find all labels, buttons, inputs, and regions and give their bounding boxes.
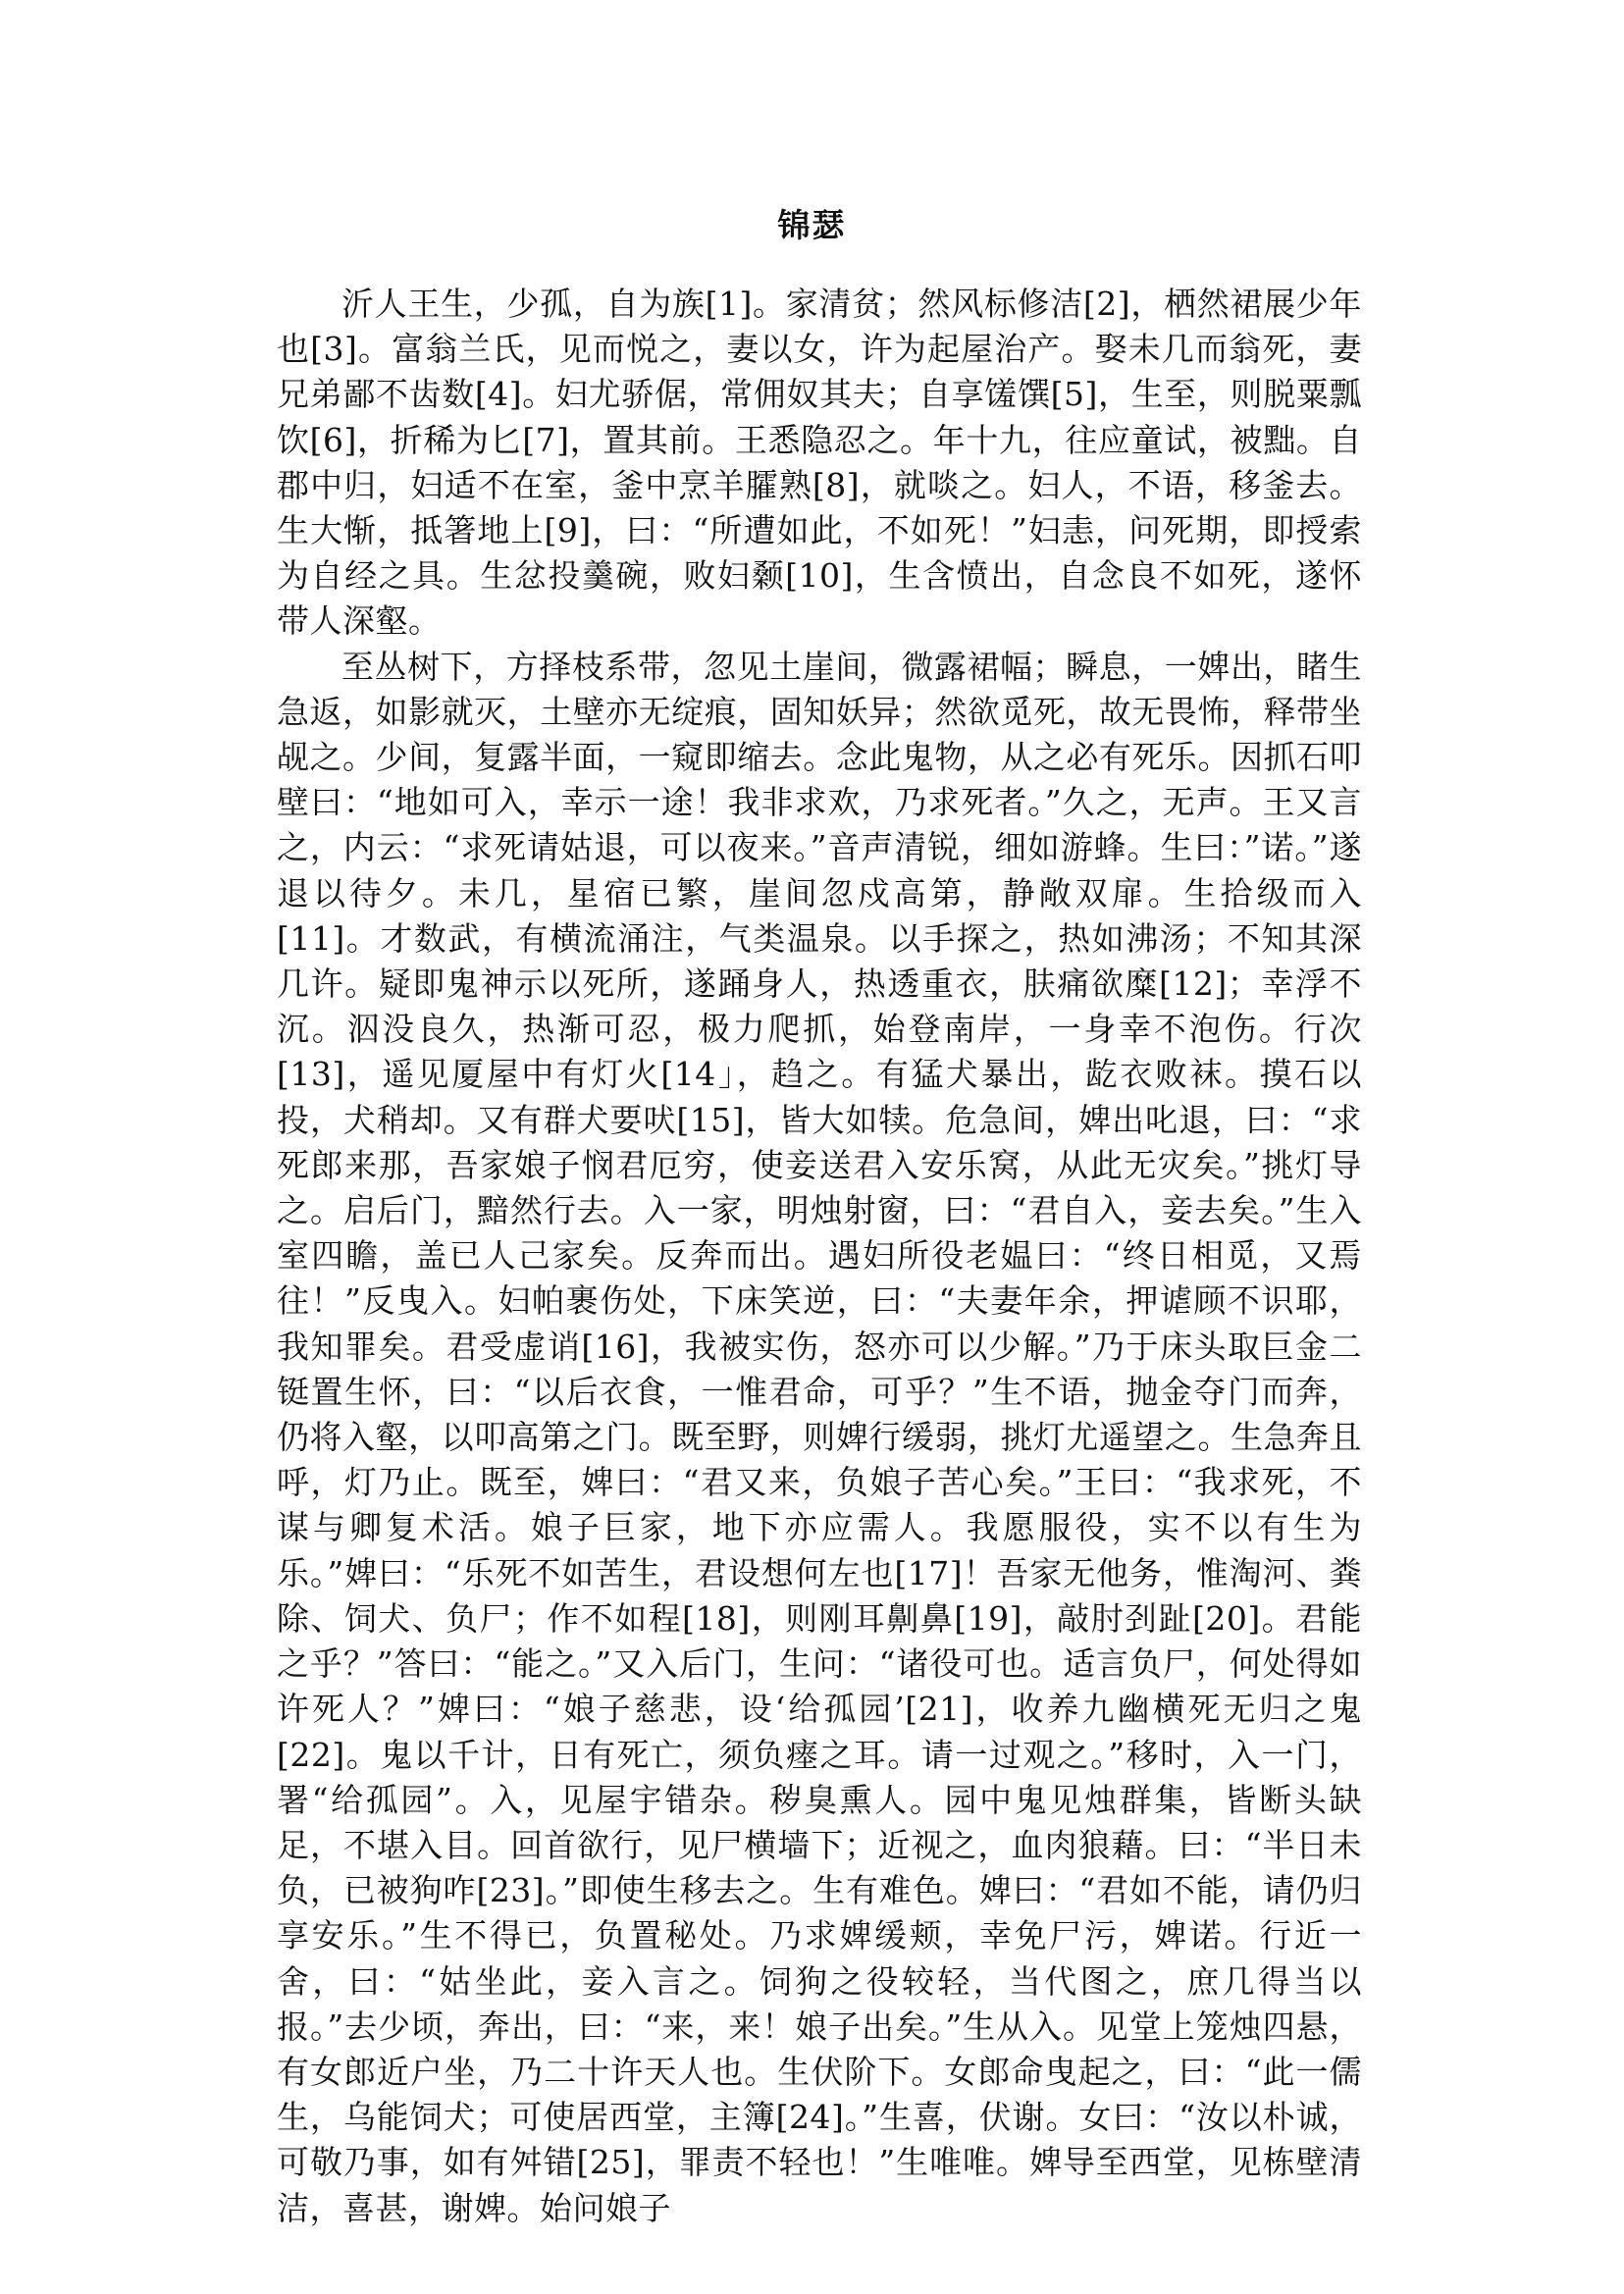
paragraph-1: 沂人王生，少孤，自为族[1]。家清贫；然风标修洁[2]，栖然裙展少年也[3]。富翁兰氏，见而悦之，妻以女，许为起屋治产。娶未几而翁死，妻兄弟鄙不齿数[4]。妇尤骄倨，常佣奴其夫；自享馐馔[5]，生至，则脱粟瓢饮[6]，折稀为匕[7]，置其前。王悉隐忍之。年十九，往应童试，被黜。自郡中归，妇适不在室，釜中烹羊臛熟[8]，就啖之。妇人，不语，移釜去。生大惭，抵箸地上[9]，曰：“所遭如此，不如死！”妇恚，问死期，即授索为自经之具。生忿投羹碗，败妇颡[10]，生含愤出，自念良不如死，遂怀带人深壑。	[277, 285, 1362, 641]
paragraph-2: 至丛树下，方择枝系带，忽见土崖间，微露裙幅；瞬息，一婢出，睹生急返，如影就灭，土壁亦无绽痕，固知妖异；然欲觅死，故无畏怖，释带坐觇之。少间，复露半面，一窥即缩去。念此鬼物，从之必有死乐。因抓石叩壁曰：“地如可入，幸示一途！我非求欢，乃求死者。”久之，无声。王又言之，内云：“求死请姑退，可以夜来。”音声清锐，细如游蜂。生曰：”诺。”遂退以待夕。未几，星宿已繁，崖间忽戍高第，静敞双扉。生拾级而入[11]。才数武，有横流涌注，气类温泉。以手探之，热如沸汤；不知其深几许。疑即鬼神示以死所，遂踊身人，热透重衣，肤痛欲糜[12]；幸浮不沉。泅没良久，热渐可忍，极力爬抓，始登南岸，一身幸不泡伤。行次[13]，遥见厦屋中有灯火[14」，趋之。有猛犬暴出，龁衣败袜。摸石以投，犬稍却。又有群犬要吠[15]，皆大如犊。危急间，婢出叱退，曰：“求死郎来那，吾家娘子悯君厄穷，使妾送君入安乐窝，从此无灾矣。”挑灯导之。启后门，黯然行去。入一家，明烛射窗，曰：“君自入，妾去矣。”生入室四瞻，盖已人己家矣。反奔而出。遇妇所役老媪曰：“终日相觅，又焉往！”反曳入。妇帕裹伤处，下床笑逆，曰：“夫妻年余，押谑顾不识耶，我知罪矣。君受虚诮[16]，我被实伤，怒亦可以少解。”乃于床头取巨金二铤置生怀，曰：“以后衣食，一惟君命，可乎？”生不语，抛金夺门而奔，仍将入壑，以叩高第之门。既至野，则婢行缓弱，挑灯尤遥望之。生急奔且呼，灯乃止。既至，婢曰：“君又来，负娘子苦心矣。”王曰：“我求死，不谋与卿复术活。娘子巨家，地下亦应需人。我愿服役，实不以有生为乐。”婢曰：“乐死不如苦生，君设想何左也[17]！吾家无他务，惟淘河、粪除、饲犬、负尸；作不如程[18]，则刚耳劓鼻[19]，敲肘刭趾[20]。君能之乎？”答曰：“能之。”又入后门，生问：“诸役可也。适言负尸，何处得如许死人？”婢曰：“娘子慈悲，设‘给孤园’[21]，收养九幽横死无归之鬼[22]。鬼以千计，日有死亡，须负瘗之耳。请一过观之。”移时，入一门，署“给孤园”。入，见屋宇错杂。秽臭熏人。园中鬼见烛群集，皆断头缺足，不堪入目。回首欲行，见尸横墙下；近视之，血肉狼藉。曰：“半日未负，已被狗咋[23]。”即使生移去之。生有难色。婢曰：“君如不能，请仍归享安乐。”生不得已，负置秘处。乃求婢缓颊，幸免尸污，婢诺。行近一舍，曰：“姑坐此，妾入言之。饲狗之役较轻，当代图之，庶几得当以报。”去少顷，奔出，曰：“来，来！娘子出矣。”生从入。见堂上笼烛四悬，有女郎近户坐，乃二十许天人也。生伏阶下。女郎命曳起之，曰：“此一儒生，乌能饲犬；可使居西堂，主簿[24]。”生喜，伏谢。女曰：“汝以朴诚，可敬乃事，如有舛错[25]，罪责不轻也！”生唯唯。婢导至西堂，见栋壁清洁，喜甚，谢婢。始问娘子	[277, 647, 1362, 2227]
document-title: 锦瑟	[777, 206, 847, 244]
document-body	[277, 282, 1362, 2231]
